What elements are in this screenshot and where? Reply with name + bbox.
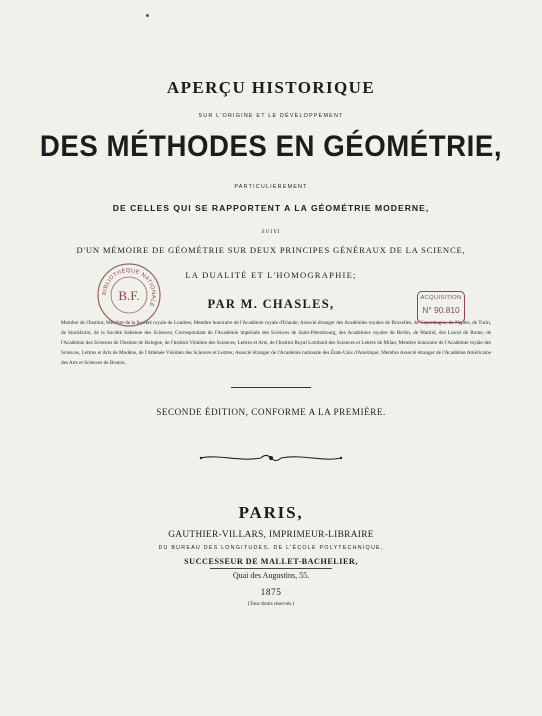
ornament-divider: [199, 452, 343, 464]
title-top: APERÇU HISTORIQUE: [166, 78, 376, 97]
publisher-address: Quai des Augustins, 55.: [232, 571, 310, 580]
memoir-line-1: D'UN MÉMOIRE DE GÉOMÉTRIE SUR DEUX PRINCIPES GÉNÉRAUX DE LA SCIENCE,: [76, 245, 466, 255]
publisher-successor: SUCCESSEUR DE MALLET-BACHELIER,: [184, 557, 358, 566]
followed-line: SUIVI: [261, 230, 281, 235]
subtitle: SUR L'ORIGINE ET LE DÉVELOPPEMENT: [198, 113, 344, 119]
rights-note: (Tous droits réservés.): [247, 601, 295, 607]
author-memberships: Membre de l'Institut; Membre de la Société royale de Londres; Membre honoraire de l'Académie royale d'Irlande; Associé étranger des Académies royales de Bruxelles, de Copenhague, de Naples, de Turin, de Stockholm, de la Société Italienne des Sciences; Correspondant de l'Académie impériale des Sciences de Saint-Pétersbourg, des Académies royales de Berlin, de Madrid, des Lincei de Rome, de l'Académie des Sciences de l'Institut de Bologne, de l'Institut Vénitien des Sciences, Lettres et Arts, de l'Institut Royal Lombard des Sciences et Lettres de Milan; Membre honoraire de l'Académie royale des Sciences, Lettres et Arts de Modène, de l'Athénée Vénitien des Sciences et Lettres; Associé étranger de l'Académie nationale des États-Unis d'Amérique; Membre Associé étranger de l'Académie Américaine des Arts et Sciences de Boston.: [61, 320, 491, 366]
particularly-line: PARTICULIÈREMENT: [234, 184, 308, 190]
publisher-bureau: DU BUREAU DES LONGITUDES, DE L'ÉCOLE POLYTECHNIQUE,: [158, 545, 384, 551]
svg-text:BIBLIOTHÈQUE NATIONALE: BIBLIOTHÈQUE NATIONALE: [101, 267, 157, 308]
publisher-name: GAUTHIER-VILLARS, IMPRIMEUR-LIBRAIRE: [168, 530, 374, 540]
library-stamp: [96, 262, 162, 328]
edition-line: SECONDE ÉDITION, CONFORME A LA PREMIÈRE.: [156, 407, 386, 417]
acquisition-label: ACQUISITION: [420, 295, 462, 301]
main-title: DES MÉTHODES EN GÉOMÉTRIE,: [39, 130, 503, 163]
acquisition-number: N° 90.810: [422, 305, 460, 315]
separator-rule: [231, 387, 311, 388]
publication-year: 1875: [260, 588, 282, 598]
svg-text:B.F.: B.F.: [118, 288, 140, 303]
acquisition-stamp: [417, 291, 465, 323]
memoir-line-2: LA DUALITÉ ET L'HOMOGRAPHIE;: [185, 270, 357, 280]
imprint-city: PARIS,: [238, 503, 304, 522]
speck: [146, 14, 149, 17]
successor-rule: [210, 568, 332, 569]
subject-line: DE CELLES QUI SE RAPPORTENT A LA GÉOMÉTRIE MODERNE,: [112, 203, 430, 213]
author-line: PAR M. CHASLES,: [207, 297, 335, 311]
